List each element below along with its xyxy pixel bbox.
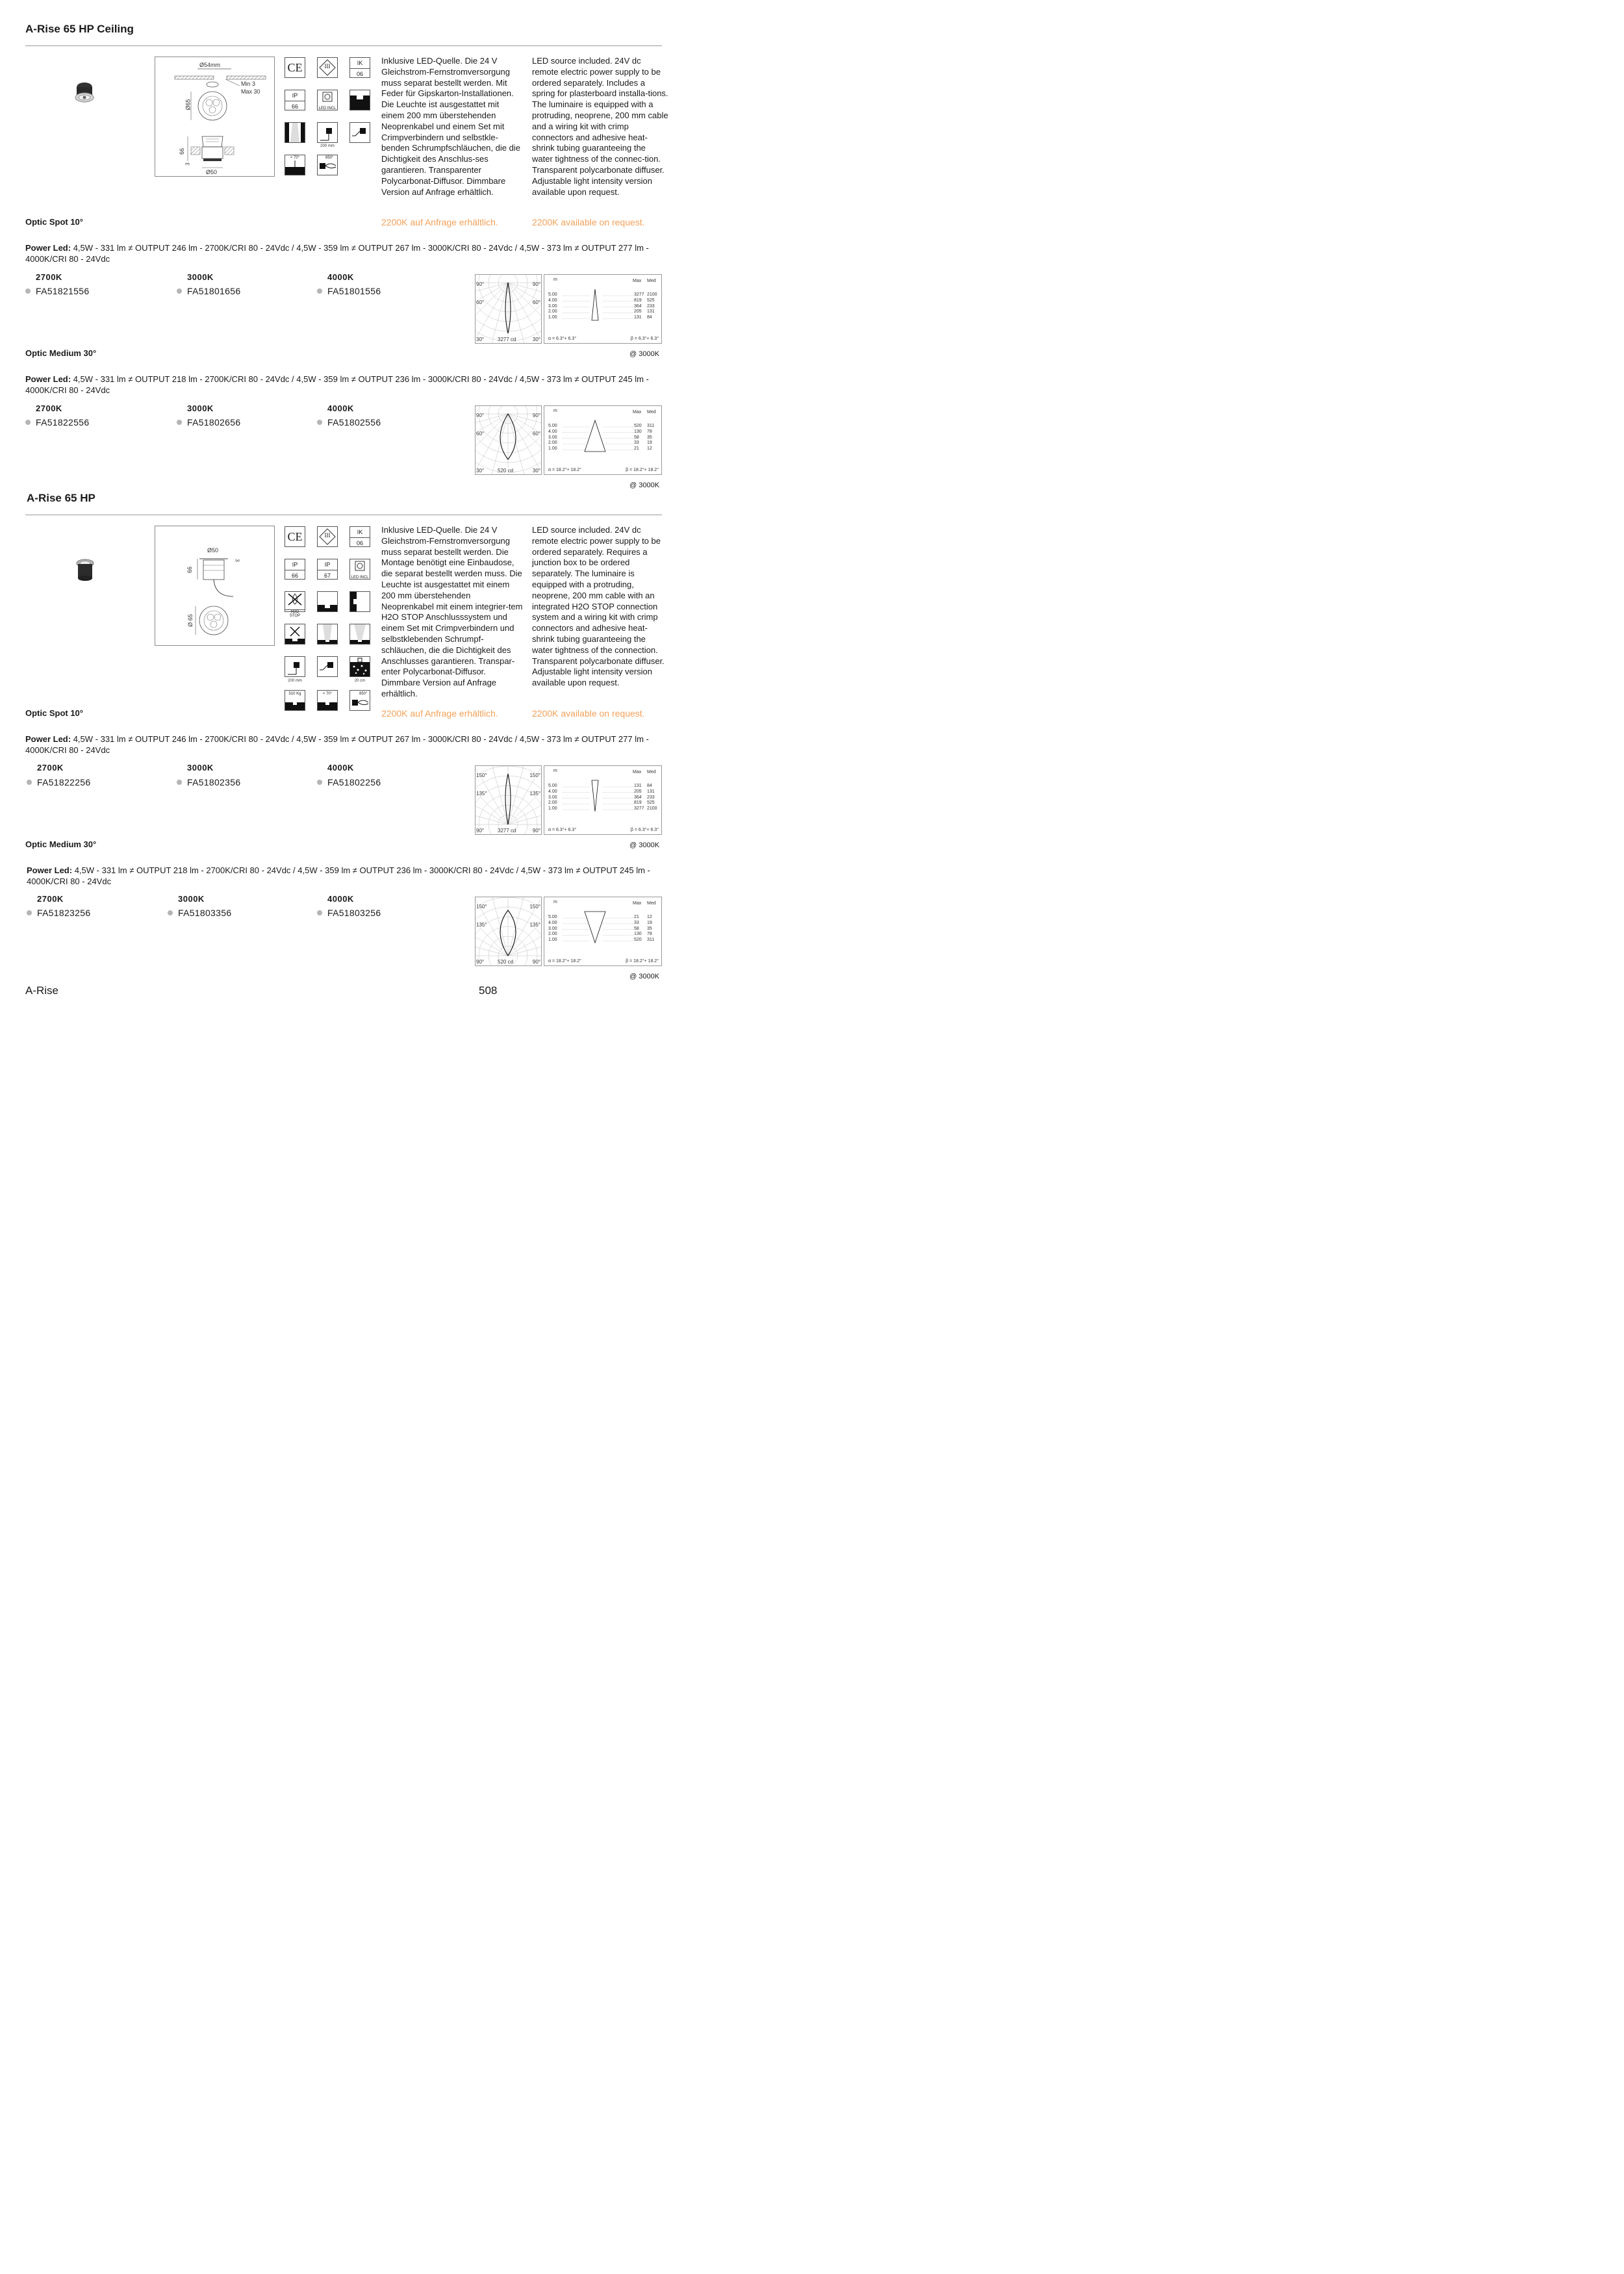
polar-angle-label: 90° [532,281,540,287]
beta-label: β = 6.3°+ 6.3° [630,337,659,341]
dim-label: Max 30 [241,88,260,95]
recessed-floor-icon [317,591,338,612]
code-text: FA51822256 [37,777,91,787]
polar-spoke [476,910,508,956]
med-value: 12 [647,915,652,919]
bullet-icon [317,288,322,294]
power-label: Power Led: [25,243,71,253]
med-value: 78 [647,429,652,434]
no-water-icon [285,591,305,618]
technical-drawing [155,526,275,646]
product-code[interactable] [25,417,89,428]
polar-spoke [476,283,508,339]
ip-value: 67 [318,570,337,581]
color-temp: 3000K [187,272,214,282]
product-code[interactable] [317,417,381,428]
distance-label: 20 cm [354,679,366,683]
color-temp: 4000K [327,403,354,413]
polar-diagram [475,765,542,835]
beta-label: β = 18.2°+ 18.2° [626,468,659,472]
illuminance-diagram [544,765,662,835]
distance-value: 4.00 [548,789,557,794]
polar-spoke [508,283,540,339]
polar-angle-label: 90° [476,828,485,834]
led-incl-icon [349,559,370,580]
unit-label: m [553,409,557,413]
color-temp: 4000K [327,894,354,904]
distance-value: 2.00 [548,800,557,806]
bullet-icon [317,910,322,915]
med-value: 525 [647,298,655,303]
distance-value: 3.00 [548,926,557,931]
glow-wire-icon [349,690,370,711]
beam-up-icon [317,624,338,645]
no-cover-icon [285,624,305,645]
availability-note-en: 2200K available on request. [532,708,645,719]
polar-diagram [475,897,542,966]
distance-value: 1.00 [548,938,557,943]
power-spec [25,374,649,396]
ip-label: IP [292,561,298,568]
class-iii-icon [317,57,338,78]
power-text: 4,5W - 331 lm ≠ OUTPUT 218 lm - 2700K/CRI 80 - 24Vdc / 4,5W - 359 lm ≠ OUTPUT 236 lm - 3000K/CRI 80 - 24Vdc / 4,5W - 373 lm ≠ OUTPUT 245 lm - 4000K/CRI 80 - 24Vdc [27,865,650,886]
code-text: FA51803356 [178,908,232,918]
beta-label: β = 18.2°+ 18.2° [626,959,659,964]
reference-temp: @ 3000K [629,841,660,849]
code-text: FA51823256 [37,908,91,918]
optic-title: Optic Medium 30° [25,839,97,849]
polar-angle-label: 150° [476,904,487,910]
med-value: 84 [647,784,652,788]
max-value: 205 [634,309,642,314]
power-label: Power Led: [25,374,71,384]
dim-label: Ø 65 [186,614,194,627]
candela-label: 520 cd [498,468,514,474]
polar-angle-label: 60° [532,300,540,305]
ce-icon: CE [285,57,305,78]
color-temp: 4000K [327,272,354,282]
max-header: Max [633,901,642,906]
max-value: 819 [634,298,642,303]
alpha-label: α = 6.3°+ 6.3° [548,828,577,832]
bullet-icon [177,288,182,294]
cable-length-icon [285,656,305,677]
description-de: Inklusive LED-Quelle. Die 24 V Gleichstrom-Fernstromversorgung muss separat bestellt werden. Die Montage benötigt eine Einbaudose, die separat bestellt werden muss. Die Leuchte ist ausgestattet mit einem 200 mm überstehenden Neoprenkabel mit einem integrier-tem H2O STOP Anschlusssystem und einem Set mit Crimpverbindern und selbstklebenden Schrumpf-schläuchen, die die Dichtigkeit des Anschlusses garantieren. Transpar-enter Polycarbonat-Diffusor. Dimmbare Version auf Anfrage erhältlich. [381,525,523,698]
polar-spoke [476,283,508,329]
med-value: 2100 [647,292,657,297]
product-code[interactable] [317,286,381,296]
ik-label: IK [357,60,363,66]
cable-label: 200 mm [320,144,335,148]
polar-angle-label: 90° [476,281,485,287]
code-text: FA51802656 [187,417,241,428]
polar-spoke [508,283,541,329]
description-en: LED source included. 24V dc remote electric power supply to be ordered separately. Includes a spring for plasterboard installa-tions. The luminaire is equipped with a protruding, neoprene, 200 mm cable and a wiring kit with crimp connectors and adhesive heat-shrink tubing guaranteeing the water tightness of the connec-tion. Transparent polycarbonate diffuser. Adjustable light intensity version available upon request. [532,56,668,197]
polar-angle-label: 150° [476,773,487,778]
angle-label: < 70° [322,692,333,696]
distance-value: 1.00 [548,446,557,452]
ip-rating-icon [317,559,338,580]
max-value: 819 [634,800,642,806]
class-iii-icon [317,526,338,547]
ip-label: IP [292,92,298,99]
med-value: 84 [647,315,652,320]
cable-label: 200 mm [288,679,302,683]
reference-temp: @ 3000K [629,481,660,489]
polar-angle-label: 30° [476,468,485,474]
alpha-label: α = 6.3°+ 6.3° [548,337,577,341]
polar-angle-label: 30° [532,337,540,342]
ip-rating-icon [285,559,305,580]
product-image [73,81,96,109]
max-header: Max [633,279,642,283]
availability-note-de: 2200K auf Anfrage erhältlich. [381,217,498,227]
max-value: 130 [634,429,642,434]
alpha-label: α = 18.2°+ 18.2° [548,468,581,472]
polar-spoke [508,414,540,470]
recessed-wall-icon [349,591,370,612]
distance-value: 2.00 [548,932,557,937]
description-de: Inklusive LED-Quelle. Die 24 V Gleichstrom-Fernstromversorgung muss separat bestellt werden. Mit Feder für Gipskarton-Installationen. Die Leuchte ist ausgestattet mit einem 200 mm überstehenden Neoprenkabel und einem Set mit Crimpverbindern und selbstkle-benden Schrumpfschläuchen, die die Dichtigkeit des Anschlus-ses garantieren. Transparenter Polycarbonat-Diffusor. Dimmbare Version auf Anfrage erhältlich. [381,56,520,197]
power-spec [27,865,650,887]
ik-label: IK [357,529,363,535]
med-value: 78 [647,932,652,937]
dim-label: Min 3 [241,81,256,87]
dim-label: 66 [186,566,194,574]
led-incl-label: LED INCL [351,576,369,580]
distance-value: 1.00 [548,315,557,320]
beta-label: β = 6.3°+ 6.3° [630,828,659,832]
availability-note-de: 2200K auf Anfrage erhältlich. [381,708,498,719]
reference-temp: @ 3000K [629,973,660,980]
section-title: A-Rise 65 HP [27,492,95,504]
code-text: FA51803256 [327,908,381,918]
distance-value: 2.00 [548,441,557,446]
polar-angle-label: 135° [529,922,540,928]
med-value: 311 [647,938,655,943]
ip-value: 66 [285,101,305,112]
bullet-icon [25,288,31,294]
max-header: Max [633,410,642,415]
product-code[interactable] [177,286,240,296]
polar-diagram [475,274,542,344]
power-text: 4,5W - 331 lm ≠ OUTPUT 218 lm - 2700K/CRI 80 - 24Vdc / 4,5W - 359 lm ≠ OUTPUT 236 lm - 3000K/CRI 80 - 24Vdc / 4,5W - 373 lm ≠ OUTPUT 245 lm - 4000K/CRI 80 - 24Vdc [25,374,649,395]
optic-title: Optic Medium 30° [25,348,97,358]
beam-cone [585,912,605,943]
optic-title: Optic Spot 10° [25,708,83,718]
max-header: Max [633,770,642,774]
product-code[interactable] [25,286,89,296]
dim-label: 3 [184,162,191,166]
med-value: 35 [647,435,652,440]
color-temp: 3000K [178,894,205,904]
polar-spoke [491,414,508,474]
optic-title: Optic Spot 10° [25,217,83,227]
color-temp: 3000K [187,763,214,773]
polar-angle-label: 90° [476,959,485,965]
recessed-ceiling-icon [349,90,370,110]
med-header: Med [647,410,656,415]
illuminance-diagram [544,897,662,966]
ik-value: 06 [350,537,370,548]
ik-rating-icon [349,526,370,547]
polar-spoke [476,414,508,460]
polar-spoke [508,778,541,824]
ip-value: 66 [285,570,305,581]
polar-spoke [508,414,525,474]
med-value: 12 [647,446,652,452]
section-title: A-Rise 65 HP Ceiling [25,23,134,35]
med-value: 19 [647,441,652,446]
color-temp: 2700K [36,403,62,413]
description-en: LED source included. 24V dc remote electric power supply to be ordered separately. Requires a junction box to be ordered separately. The luminaire is equipped with a protruding, neoprene, 200 mm cable with an integrated H2O STOP connection system and a wiring kit with crimp connectors and adhesive heat-shrink tubing guaranteeing the water tightness of the connection. Transparent polycarbonate diffuser. Adjustable light intensity version available upon request. [532,525,665,688]
polar-diagram [475,405,542,475]
code-text: FA51801556 [327,286,381,296]
distance-value: 5.00 [548,784,557,788]
med-value: 525 [647,800,655,806]
max-value: 131 [634,784,642,788]
max-value: 364 [634,303,642,309]
glow-wire-icon [317,155,338,175]
reference-temp: @ 3000K [629,350,660,358]
illuminance-diagram [544,405,662,475]
divider [25,45,662,46]
angle-limit-icon [317,690,338,711]
load-icon [285,690,305,711]
product-code[interactable] [317,777,381,787]
gravel-icon [349,656,370,677]
med-header: Med [647,901,656,906]
dim-label: Ø65 [184,99,192,110]
distance-value: 3.00 [548,795,557,800]
h2o-label: H2O STOP [285,609,305,618]
bullet-icon [27,780,32,785]
product-code[interactable] [168,908,231,918]
connector-icon [317,656,338,677]
bullet-icon [317,780,322,785]
polar-spoke [508,414,541,460]
angle-limit-icon [285,155,305,175]
product-image [75,557,95,585]
color-temp: 3000K [187,403,214,413]
illuminance-diagram [544,274,662,344]
cable-length-icon [317,122,338,143]
distance-value: 5.00 [548,915,557,919]
max-value: 33 [634,441,639,446]
max-value: 520 [634,424,642,428]
ce-icon: CE [285,526,305,547]
med-value: 19 [647,920,652,925]
ip-rating-icon [285,90,305,110]
max-value: 21 [634,446,639,452]
page-number: 508 [479,984,498,997]
ik-value: 06 [350,68,370,79]
med-value: 233 [647,303,655,309]
class-roman-label: III [324,532,331,539]
bullet-icon [25,420,31,425]
polar-spoke [476,414,508,470]
bullet-icon [177,780,182,785]
power-text: 4,5W - 331 lm ≠ OUTPUT 246 lm - 2700K/CRI 80 - 24Vdc / 4,5W - 359 lm ≠ OUTPUT 267 lm - 3000K/CRI 80 - 24Vdc / 4,5W - 373 lm ≠ OUTPUT 277 lm - 4000K/CRI 80 - 24Vdc [25,734,649,755]
code-text: FA51801656 [187,286,241,296]
med-header: Med [647,279,656,283]
polar-spoke [476,778,508,824]
polar-angle-label: 90° [532,959,540,965]
ik-rating-icon [349,57,370,78]
angle-label: < 70° [290,156,300,160]
polar-angle-label: 60° [532,431,540,437]
polar-angle-label: 60° [476,300,485,305]
polar-ring [476,275,541,322]
polar-ring [476,406,541,472]
code-text: FA51802256 [327,777,381,787]
dim-label: Ø50 [206,169,218,175]
distance-value: 4.00 [548,429,557,434]
med-value: 233 [647,795,655,800]
unit-label: m [553,277,557,282]
max-value: 520 [634,938,642,943]
class-roman-label: III [324,63,331,70]
beam-cone [592,289,598,320]
max-value: 131 [634,315,642,320]
beam-cone [592,780,598,811]
med-value: 35 [647,926,652,931]
polar-angle-label: 60° [476,431,485,437]
med-header: Med [647,770,656,774]
polar-angle-label: 30° [532,468,540,474]
temp-label: 850° [359,692,368,696]
bullet-icon [27,910,32,915]
med-value: 131 [647,309,655,314]
temp-label: 850° [325,156,334,160]
distance-value: 2.00 [548,309,557,314]
led-incl-label: LED INCL [318,107,336,110]
dim-label: Ø50 [207,547,219,554]
bullet-icon [177,420,182,425]
polar-angle-label: 150° [529,904,540,910]
dim-label: 66 [179,147,186,155]
candela-label: 3277 cd [498,337,516,342]
product-code[interactable] [317,908,381,918]
beam-up-narrow-icon [349,624,370,645]
distance-value: 5.00 [548,424,557,428]
distance-value: 4.00 [548,920,557,925]
color-temp: 2700K [36,272,62,282]
distance-value: 3.00 [548,435,557,440]
polar-angle-label: 90° [532,413,540,418]
load-label: 510 Kg [288,692,301,696]
max-value: 58 [634,435,639,440]
polar-angle-label: 135° [476,791,487,797]
footer-brand: A-Rise [25,984,59,997]
beam-cone [585,420,605,452]
code-text: FA51821556 [36,286,90,296]
unit-label: m [553,900,557,904]
code-text: FA51802556 [327,417,381,428]
bullet-icon [317,420,322,425]
beam-down-icon [285,122,305,143]
max-value: 205 [634,789,642,794]
polar-angle-label: 150° [529,773,540,778]
code-text: FA51822556 [36,417,90,428]
max-value: 33 [634,920,639,925]
distance-value: 1.00 [548,806,557,811]
code-text: FA51802356 [187,777,241,787]
polar-spoke [508,910,541,956]
polar-ring [476,406,541,453]
connector-icon [349,122,370,143]
max-value: 3277 [634,292,644,297]
distance-value: 4.00 [548,298,557,303]
max-value: 364 [634,795,642,800]
power-text: 4,5W - 331 lm ≠ OUTPUT 246 lm - 2700K/CRI 80 - 24Vdc / 4,5W - 359 lm ≠ OUTPUT 267 lm - 3000K/CRI 80 - 24Vdc / 4,5W - 373 lm ≠ OUTPUT 277 lm - 4000K/CRI 80 - 24Vdc [25,243,649,264]
unit-label: m [553,769,557,773]
distance-value: 3.00 [548,303,557,309]
med-value: 311 [647,424,655,428]
power-label: Power Led: [27,865,73,875]
polar-angle-label: 90° [476,413,485,418]
max-value: 21 [634,915,639,919]
alpha-label: α = 18.2°+ 18.2° [548,959,581,964]
med-value: 2100 [647,806,657,811]
led-incl-icon [317,90,338,110]
product-code[interactable] [27,908,90,918]
max-value: 130 [634,932,642,937]
polar-angle-label: 90° [532,828,540,834]
max-value: 3277 [634,806,644,811]
power-spec [25,242,649,264]
distance-value: 5.00 [548,292,557,297]
product-code[interactable] [27,777,90,787]
power-spec [25,734,649,756]
power-label: Power Led: [25,734,71,744]
dim-label: Ø54mm [199,62,221,68]
color-temp: 2700K [37,894,64,904]
max-value: 58 [634,926,639,931]
polar-angle-label: 135° [529,791,540,797]
med-value: 131 [647,789,655,794]
technical-drawing [155,57,275,177]
color-temp: 4000K [327,763,354,773]
polar-angle-label: 30° [476,337,485,342]
dim-label: 3 [234,559,240,562]
ip-label: IP [324,561,331,568]
candela-label: 3277 cd [498,828,516,834]
bullet-icon [168,910,173,915]
polar-angle-label: 135° [476,922,487,928]
availability-note-en: 2200K available on request. [532,217,645,227]
product-code[interactable] [177,417,240,428]
product-code[interactable] [177,777,240,787]
candela-label: 520 cd [498,959,514,965]
color-temp: 2700K [37,763,64,773]
